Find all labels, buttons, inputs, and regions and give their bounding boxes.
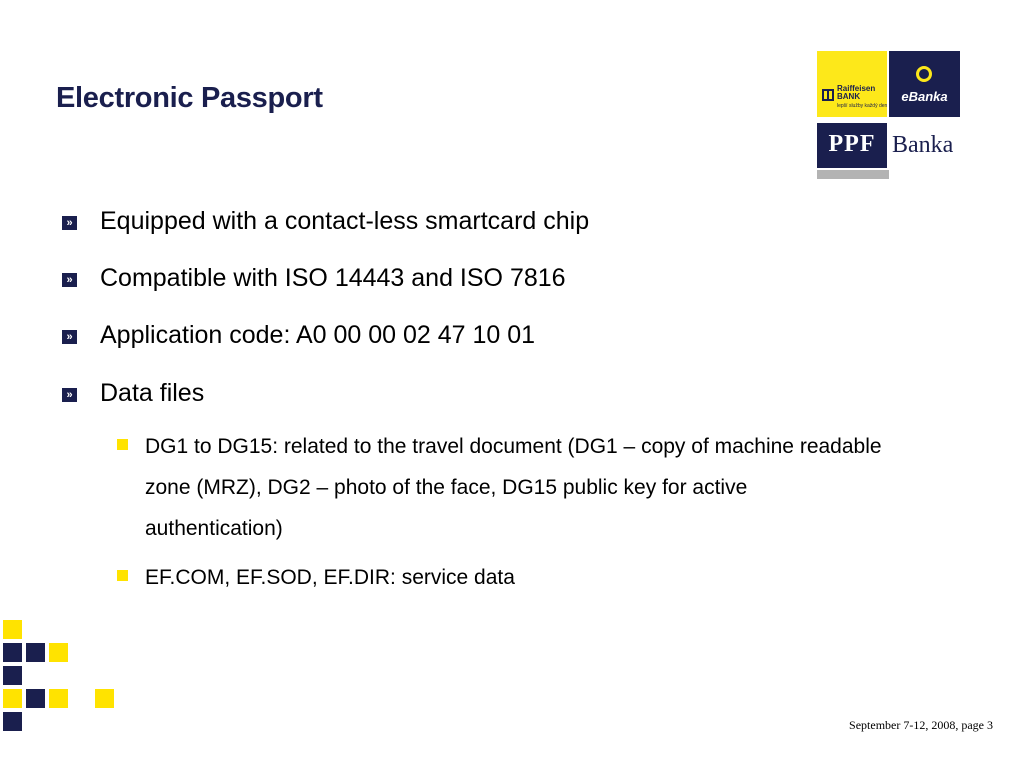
ppf-logo bbox=[817, 123, 887, 168]
double-chevron-right-icon: » bbox=[62, 388, 77, 402]
bullet-item bbox=[66, 206, 590, 236]
ebanka-logo bbox=[889, 51, 960, 117]
deco-square bbox=[3, 689, 22, 708]
sub-bullet-item bbox=[145, 557, 885, 598]
double-chevron-right-icon: » bbox=[62, 330, 77, 344]
deco-square bbox=[95, 689, 114, 708]
deco-square bbox=[3, 620, 22, 639]
square-bullet-icon bbox=[117, 439, 128, 450]
deco-square bbox=[3, 643, 22, 662]
bullet-text: Data files bbox=[100, 379, 205, 407]
raiffeisen-name-line1: Raiffeisen bbox=[837, 84, 876, 93]
raiffeisen-cross-icon bbox=[822, 89, 834, 101]
deco-square bbox=[3, 666, 22, 685]
ppf-name: PPF bbox=[828, 131, 876, 157]
sub-bullet-text: EF.COM, EF.SOD, EF.DIR: service data bbox=[145, 566, 515, 589]
bullet-text: Compatible with ISO 14443 and ISO 7816 bbox=[100, 264, 566, 292]
deco-square bbox=[49, 643, 68, 662]
bullet-item bbox=[66, 263, 566, 293]
slide-footer: September 7-12, 2008, page 3 bbox=[849, 718, 993, 732]
sub-bullet-item bbox=[145, 426, 885, 549]
double-chevron-right-icon: » bbox=[62, 273, 77, 287]
bullet-text: Application code: A0 00 00 02 47 10 01 bbox=[100, 321, 536, 349]
raiffeisen-bank-logo bbox=[817, 51, 887, 117]
slide-title: Electronic Passport bbox=[56, 82, 323, 114]
ppf-banka-label: Banka bbox=[892, 132, 954, 158]
raiffeisen-name-line2: BANK bbox=[837, 92, 861, 101]
double-chevron-right-icon: » bbox=[62, 216, 77, 230]
ppf-logo-stripe bbox=[817, 170, 889, 179]
bullet-text: Equipped with a contact-less smartcard chip bbox=[100, 207, 590, 235]
deco-square bbox=[49, 689, 68, 708]
bullet-item bbox=[66, 320, 536, 350]
ebanka-e-icon bbox=[916, 66, 932, 82]
bullet-item bbox=[66, 378, 205, 408]
raiffeisen-name bbox=[837, 85, 875, 101]
raiffeisen-tagline: lepší služby každý den bbox=[837, 103, 888, 109]
square-bullet-icon bbox=[117, 570, 128, 581]
deco-square bbox=[26, 689, 45, 708]
sub-bullet-text: DG1 to DG15: related to the travel document (DG1 – copy of machine readable zone (MRZ), DG2 – photo of the face, DG15 public key for active authentication) bbox=[145, 435, 882, 540]
ebanka-name: eBanka bbox=[901, 89, 948, 104]
deco-square bbox=[3, 712, 22, 731]
deco-square bbox=[26, 643, 45, 662]
